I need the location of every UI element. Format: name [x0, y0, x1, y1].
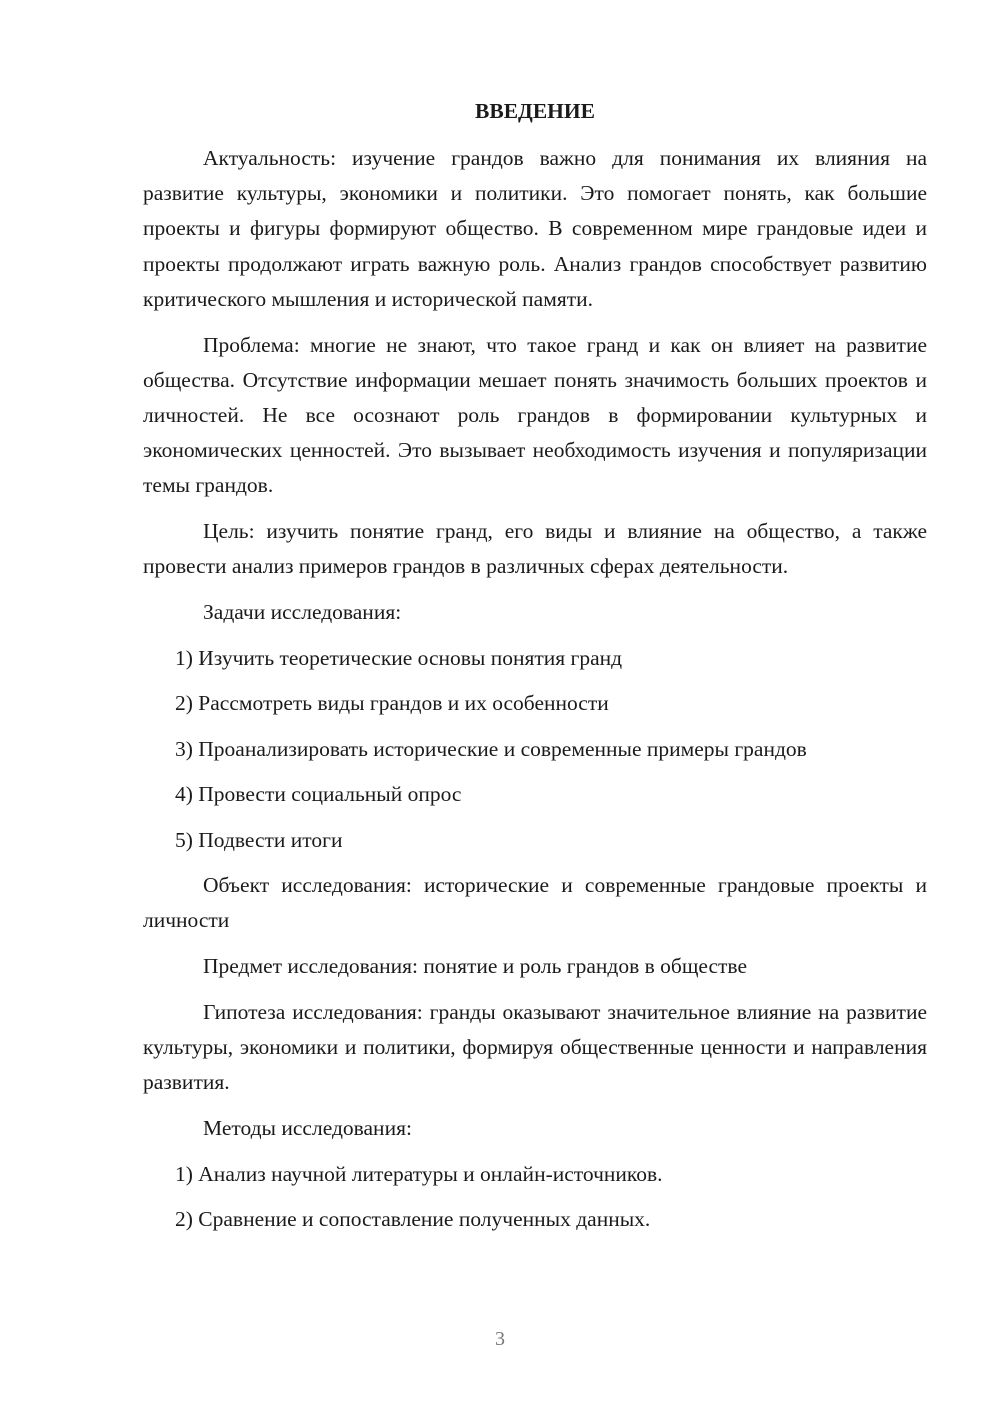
- goal-paragraph: Цель: изучить понятие гранд, его виды и влияние на общество, а также провести анализ примеров грандов в различных сферах деятельности.: [143, 519, 927, 579]
- page-number: 3: [495, 1328, 505, 1350]
- relevance-paragraph: Актуальность: изучение грандов важно для понимания их влияния на развитие культуры, экономики и политики. Это помогает понять, как большие проекты и фигуры формируют общество. В современном мире грандовые идеи и проекты продолжают играть важную роль. Анализ грандов способствует развитию критического мышления и исторической памяти.: [143, 146, 927, 311]
- section-title: ВВЕДЕНИЕ: [475, 99, 595, 123]
- object-paragraph: Объект исследования: исторические и современные грандовые проекты и личности: [143, 873, 927, 933]
- document-page: [143, 94, 927, 1248]
- methods-heading: Методы исследования:: [203, 1115, 412, 1140]
- problem-paragraph: Проблема: многие не знают, что такое гранд и как он влияет на развитие общества. Отсутствие информации мешает понять значимость больших проектов и личностей. Не все осознают роль грандов в формировании культурных и экономических ценностей. Это вызывает необходимость изучения и популяризации темы грандов.: [143, 332, 927, 498]
- task-item-4: 4) Провести социальный опрос: [175, 782, 462, 807]
- task-item-3: 3) Проанализировать исторические и современные примеры грандов: [175, 736, 807, 761]
- tasks-heading: Задачи исследования:: [203, 599, 402, 624]
- method-item-1: 1) Анализ научной литературы и онлайн-источников.: [175, 1161, 663, 1186]
- task-item-5: 5) Подвести итоги: [175, 827, 343, 852]
- method-item-2: 2) Сравнение и сопоставление полученных данных.: [175, 1207, 651, 1232]
- task-item-1: 1) Изучить теоретические основы понятия гранд: [175, 645, 623, 670]
- task-item-2: 2) Рассмотреть виды грандов и их особенности: [175, 691, 609, 716]
- hypothesis-paragraph: Гипотеза исследования: гранды оказывают значительное влияние на развитие культуры, экономики и политики, формируя общественные ценности и направления развития.: [143, 999, 927, 1095]
- subject-paragraph: Предмет исследования: понятие и роль грандов в обществе: [203, 954, 747, 979]
